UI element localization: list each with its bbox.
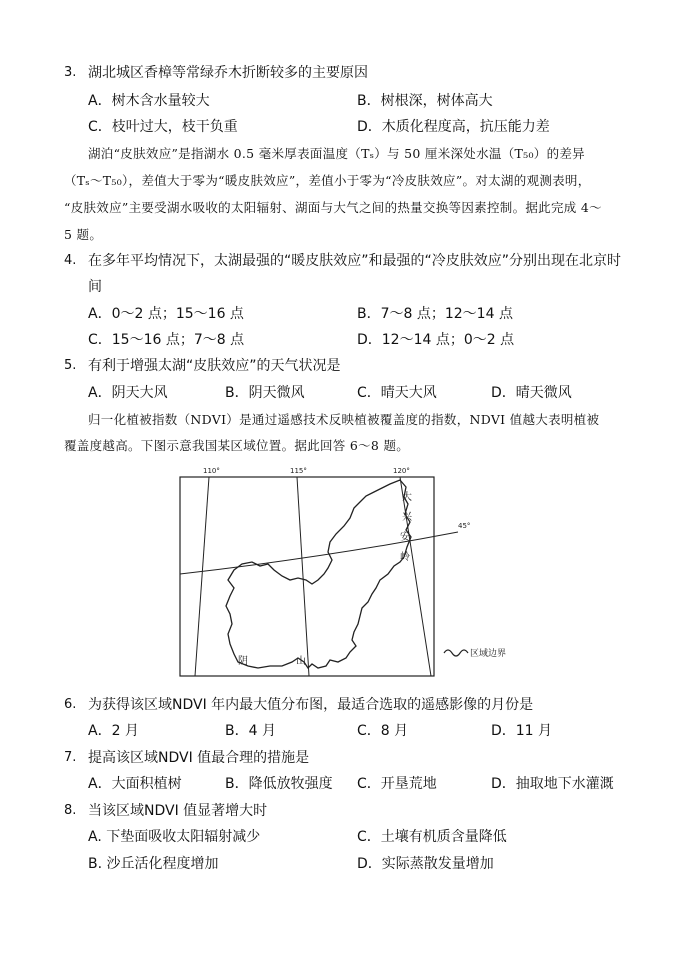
q7-number: 7. [64, 750, 77, 765]
legend-label: 区域边界 [470, 649, 507, 659]
q4-option-d[interactable]: D．12～14 点；0～2 点 [357, 332, 515, 348]
q6-stem: 为获得该区域NDVI 年内最大值分布图，最适合选取的遥感影像的月份是 [88, 697, 534, 713]
q8-number: 8. [64, 803, 77, 818]
q8-option-b[interactable]: B. 沙丘活化程度增加 [88, 856, 219, 872]
q4-option-b[interactable]: B．7～8 点；12～14 点 [357, 306, 513, 322]
q3-stem: 湖北城区香樟等常绿乔木折断较多的主要原因 [88, 65, 368, 81]
q4-stem-line1: 在多年平均情况下，太湖最强的“暖皮肤效应”和最强的“冷皮肤效应”分别出现在北京时 [88, 253, 622, 269]
label-110: 110° [203, 467, 220, 475]
q3-option-b[interactable]: B．树根深，树体高大 [357, 93, 493, 109]
region-map [178, 462, 507, 682]
range-char-4: 岭 [400, 552, 410, 563]
passage1-line2: （Tₛ～T₅₀），差值大于零为“暖皮肤效应”，差值小于零为“冷皮肤效应”。对太湖的观测表明， [64, 173, 591, 188]
q8-option-c[interactable]: C．土壤有机质含量降低 [357, 829, 507, 845]
q6-number: 6. [64, 697, 77, 712]
q7-option-a[interactable]: A．大面积植树 [88, 776, 182, 792]
range2-char-2: 山 [296, 656, 306, 667]
label-115: 115° [290, 467, 307, 475]
parallel-45 [180, 532, 458, 574]
q5-stem: 有利于增强太湖“皮肤效应”的天气状况是 [88, 358, 341, 374]
q5-option-b[interactable]: B．阴天微风 [225, 385, 305, 401]
q8-option-d[interactable]: D．实际蒸散发量增加 [357, 856, 494, 872]
q6-option-c[interactable]: C．8 月 [357, 723, 409, 739]
region-boundary [226, 480, 411, 668]
range-char-3: 安 [400, 532, 410, 543]
q6-option-a[interactable]: A．2 月 [88, 723, 139, 739]
range2-char-1: 阴 [238, 656, 248, 667]
q8-stem: 当该区域NDVI 值显著增大时 [88, 803, 268, 819]
range-char-2: 兴 [402, 512, 412, 523]
meridian-110 [195, 477, 209, 676]
q3-option-a[interactable]: A．树木含水量较大 [88, 93, 210, 109]
q4-option-c[interactable]: C．15～16 点；7～8 点 [88, 332, 245, 348]
q8-option-a[interactable]: A. 下垫面吸收太阳辐射减少 [88, 829, 261, 845]
label-45: 45° [458, 522, 471, 530]
q5-option-c[interactable]: C．晴天大风 [357, 385, 437, 401]
q4-option-a[interactable]: A．0～2 点；15～16 点 [88, 306, 244, 322]
meridian-120 [400, 477, 431, 676]
q5-number: 5. [64, 358, 77, 373]
meridian-115 [297, 477, 309, 676]
q5-option-d[interactable]: D．晴天微风 [491, 385, 572, 401]
q7-stem: 提高该区域NDVI 值最合理的措施是 [88, 750, 310, 766]
q7-option-d[interactable]: D．抽取地下水灌溉 [491, 776, 614, 792]
q6-option-b[interactable]: B．4 月 [225, 723, 276, 739]
q6-option-d[interactable]: D．11 月 [491, 723, 553, 739]
q4-stem-line2: 间 [88, 279, 102, 295]
q3-option-d[interactable]: D．木质化程度高，抗压能力差 [357, 119, 550, 135]
q7-option-b[interactable]: B．降低放牧强度 [225, 776, 333, 792]
q5-option-a[interactable]: A．阴天大风 [88, 385, 168, 401]
range-char-1: 大 [402, 492, 412, 503]
q3-option-c[interactable]: C．枝叶过大，枝干负重 [88, 119, 238, 135]
q7-option-c[interactable]: C．开垦荒地 [357, 776, 437, 792]
passage2-line1: 归一化植被指数（NDVI）是通过遥感技术反映植被覆盖度的指数，NDVI 值越大表明植被 [88, 412, 600, 427]
legend-boundary-icon [444, 650, 468, 656]
q3-number: 3. [64, 65, 77, 80]
passage1-line1: 湖泊“皮肤效应”是指湖水 0.5 毫米厚表面温度（Tₛ）与 50 厘米深处水温（T₅₀）的差异 [88, 146, 585, 161]
passage1-line4: 5 题。 [64, 227, 103, 242]
passage2-line2: 覆盖度越高。下图示意我国某区域位置。据此回答 6～8 题。 [64, 438, 410, 453]
label-120: 120° [393, 467, 410, 475]
passage1-line3: “皮肤效应”主要受湖水吸收的太阳辐射、湖面与大气之间的热量交换等因素控制。据此完成 4～ [64, 200, 602, 215]
q4-number: 4. [64, 253, 77, 268]
